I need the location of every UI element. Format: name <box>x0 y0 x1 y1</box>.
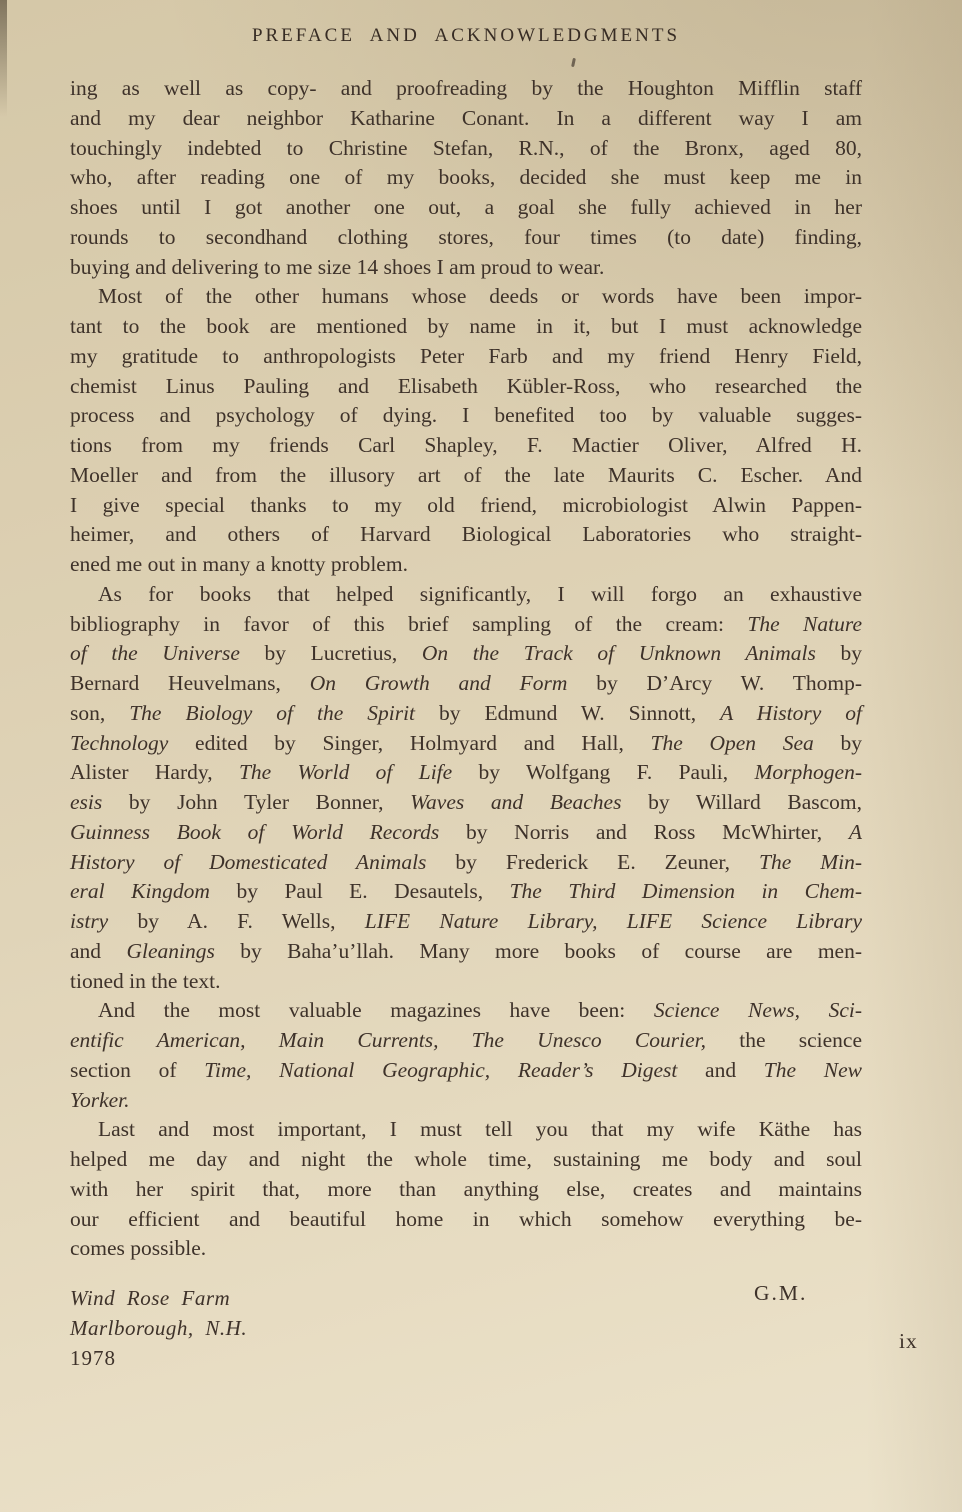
body-text: by A. F. Wells, <box>108 909 365 933</box>
body-text: our efficient and beautiful home in which somehow everything be- <box>70 1206 862 1231</box>
italic-text: entific American, Main Currents, The Unesco Courier, <box>70 1028 706 1052</box>
italic-text: The Min- <box>759 849 863 874</box>
paragraph <box>70 996 862 1115</box>
text-line <box>70 1205 862 1235</box>
author-initials: G.M. <box>754 1281 808 1305</box>
text-line <box>70 1026 862 1056</box>
text-line <box>70 312 862 342</box>
body-text: by Paul E. Desautels, <box>209 879 510 904</box>
text-line <box>70 163 862 193</box>
text-line <box>70 461 862 491</box>
body-text: and <box>70 938 127 963</box>
body-text: tions from my friends Carl Shapley, F. Mactier Oliver, Alfred H. <box>70 433 862 457</box>
text-line <box>70 758 862 788</box>
italic-text: esis <box>70 790 103 814</box>
text-line <box>70 1145 862 1175</box>
body-text: with her spirit that, more than anything else, creates and maintains <box>70 1176 862 1201</box>
body-text: by Edmund W. Sinnott, <box>415 700 721 725</box>
italic-text: Science News, Sci- <box>653 998 862 1023</box>
body-text: and my dear neighbor Katharine Conant. In a different way I am <box>70 105 862 130</box>
page-number: ix <box>899 1329 918 1353</box>
body-text: chemist Linus Pauling and Elisabeth Kübler-Ross, who researched the <box>70 373 862 398</box>
signature-town: Marlborough, N.H. <box>70 1316 248 1340</box>
text-line <box>70 134 862 164</box>
text-line <box>70 491 862 521</box>
italic-text: Technology <box>70 730 169 755</box>
body-text: process and psychology of dying. I benefited too by valuable sugges- <box>70 403 862 428</box>
text-line <box>70 104 862 134</box>
body-text: by John Tyler Bonner, <box>102 790 411 814</box>
body-text: by Willard Bascom, <box>621 790 862 814</box>
page-title: PREFACE AND ACKNOWLEDGMENTS <box>251 25 681 46</box>
body-text: buying and delivering to me size 14 shoes I am proud to wear. <box>70 254 605 279</box>
body-text: edited by Singer, Holmyard and Hall, <box>168 730 651 755</box>
italic-text: History of Domesticated Animals <box>70 849 427 874</box>
text-line <box>70 639 862 669</box>
italic-text: The Nature <box>747 611 862 636</box>
body-text: heimer, and others of Harvard Biological Laboratories who straight- <box>70 522 862 547</box>
page-body <box>70 74 862 1264</box>
text-line <box>70 282 862 312</box>
signature-year: 1978 <box>70 1346 116 1370</box>
text-line <box>70 610 862 640</box>
body-text: by Baha’u’llah. Many more books of course are men- <box>214 938 862 963</box>
text-line <box>70 848 862 878</box>
text-line <box>70 372 862 402</box>
body-text: Most of the other humans whose deeds or words have been impor- <box>98 284 862 309</box>
text-line <box>70 818 862 848</box>
body-text: by Norris and Ross McWhirter, <box>439 819 849 844</box>
body-text: And the most valuable magazines have been: <box>98 998 654 1023</box>
text-line <box>70 699 862 729</box>
italic-text: Morphogen- <box>754 760 862 785</box>
body-text: rounds to secondhand clothing stores, four times (to date) finding, <box>70 224 862 249</box>
body-text: and <box>677 1057 764 1082</box>
signature-block <box>70 1283 247 1373</box>
italic-text: istry <box>70 909 109 933</box>
text-line <box>70 253 862 283</box>
text-line <box>70 907 862 937</box>
body-text: touchingly indebted to Christine Stefan, R.N., of the Bronx, aged 80, <box>70 135 862 160</box>
body-text: by Lucretius, <box>239 641 422 666</box>
text-line <box>70 431 862 461</box>
body-text: As for books that helped significantly, I will forgo an exhaustive <box>98 581 862 606</box>
text-line <box>70 580 862 610</box>
body-text: who, after reading one of my books, decided she must keep me in <box>70 165 862 190</box>
text-line <box>70 967 862 997</box>
italic-text: Guinness Book of World Records <box>70 819 440 844</box>
text-line <box>70 788 862 818</box>
text-line <box>70 1115 862 1145</box>
body-text: comes possible. <box>70 1236 207 1261</box>
paragraph <box>70 1115 862 1264</box>
body-text: bibliography in favor of this brief sampling of the cream: <box>70 611 748 636</box>
italic-text: of the Universe <box>70 641 240 666</box>
text-line <box>70 729 862 759</box>
body-text: son, <box>70 700 130 725</box>
body-text: tant to the book are mentioned by name in it, but I must acknowledge <box>70 314 862 338</box>
paragraph <box>70 580 862 997</box>
italic-text: A History of <box>720 700 862 725</box>
text-line <box>70 1234 862 1264</box>
text-line <box>70 342 862 372</box>
body-text: my gratitude to anthropologists Peter Farb and my friend Henry Field, <box>70 343 862 368</box>
text-line <box>70 550 862 580</box>
italic-text: Waves and Beaches <box>410 790 622 814</box>
body-text: Last and most important, I must tell you that my wife Käthe has <box>98 1117 862 1142</box>
body-text: section of <box>70 1057 205 1082</box>
italic-text: A <box>848 819 862 844</box>
body-text: by Frederick E. Zeuner, <box>426 849 760 874</box>
paragraph <box>70 74 862 282</box>
text-line <box>70 937 862 967</box>
italic-text: eral Kingdom <box>70 879 210 904</box>
italic-text: Yorker. <box>70 1087 130 1112</box>
text-line <box>70 223 862 253</box>
body-text: I give special thanks to my old friend, microbiologist Alwin Pappen- <box>70 492 862 517</box>
italic-text: Gleanings <box>126 938 215 963</box>
body-text: the science <box>705 1028 862 1052</box>
body-text: by <box>813 730 862 755</box>
italic-text: Time, National Geographic, Reader’s Digest <box>204 1057 678 1082</box>
text-line <box>70 996 862 1026</box>
page-edge-shadow <box>0 0 7 130</box>
text-line <box>70 401 862 431</box>
body-text: tioned in the text. <box>70 968 221 993</box>
scan-speck <box>571 58 576 67</box>
italic-text: The Third Dimension in Chem- <box>509 879 862 904</box>
paragraph <box>70 282 862 580</box>
italic-text: On Growth and Form <box>309 671 568 695</box>
text-line <box>70 520 862 550</box>
body-text: ened me out in many a knotty problem. <box>70 552 408 576</box>
body-text: Alister Hardy, <box>70 760 239 785</box>
text-line <box>70 1086 862 1116</box>
text-line <box>70 1175 862 1205</box>
body-text: Moeller and from the illusory art of the late Maurits C. Escher. And <box>70 462 862 487</box>
italic-text: The World of Life <box>238 760 453 785</box>
body-text: Bernard Heuvelmans, <box>70 671 310 695</box>
text-line <box>70 193 862 223</box>
text-line <box>70 877 862 907</box>
body-text: helped me day and night the whole time, sustaining me body and soul <box>70 1147 862 1171</box>
signature-place: Wind Rose Farm <box>70 1286 231 1310</box>
text-line <box>70 1056 862 1086</box>
italic-text: The Biology of the Spirit <box>129 700 416 725</box>
text-line <box>70 669 862 699</box>
body-text: shoes until I got another one out, a goal she fully achieved in her <box>70 195 862 219</box>
italic-text: The Open Sea <box>650 730 814 755</box>
text-line <box>70 74 862 104</box>
body-text: by D’Arcy W. Thomp- <box>567 671 862 695</box>
body-text: by <box>815 641 862 666</box>
italic-text: On the Track of Unknown Animals <box>421 641 816 666</box>
body-text: ing as well as copy- and proofreading by the Houghton Mifflin staff <box>70 76 862 100</box>
body-text: by Wolfgang F. Pauli, <box>452 760 755 785</box>
italic-text: LIFE Nature Library, LIFE Science Library <box>364 909 862 933</box>
italic-text: The New <box>763 1057 862 1082</box>
